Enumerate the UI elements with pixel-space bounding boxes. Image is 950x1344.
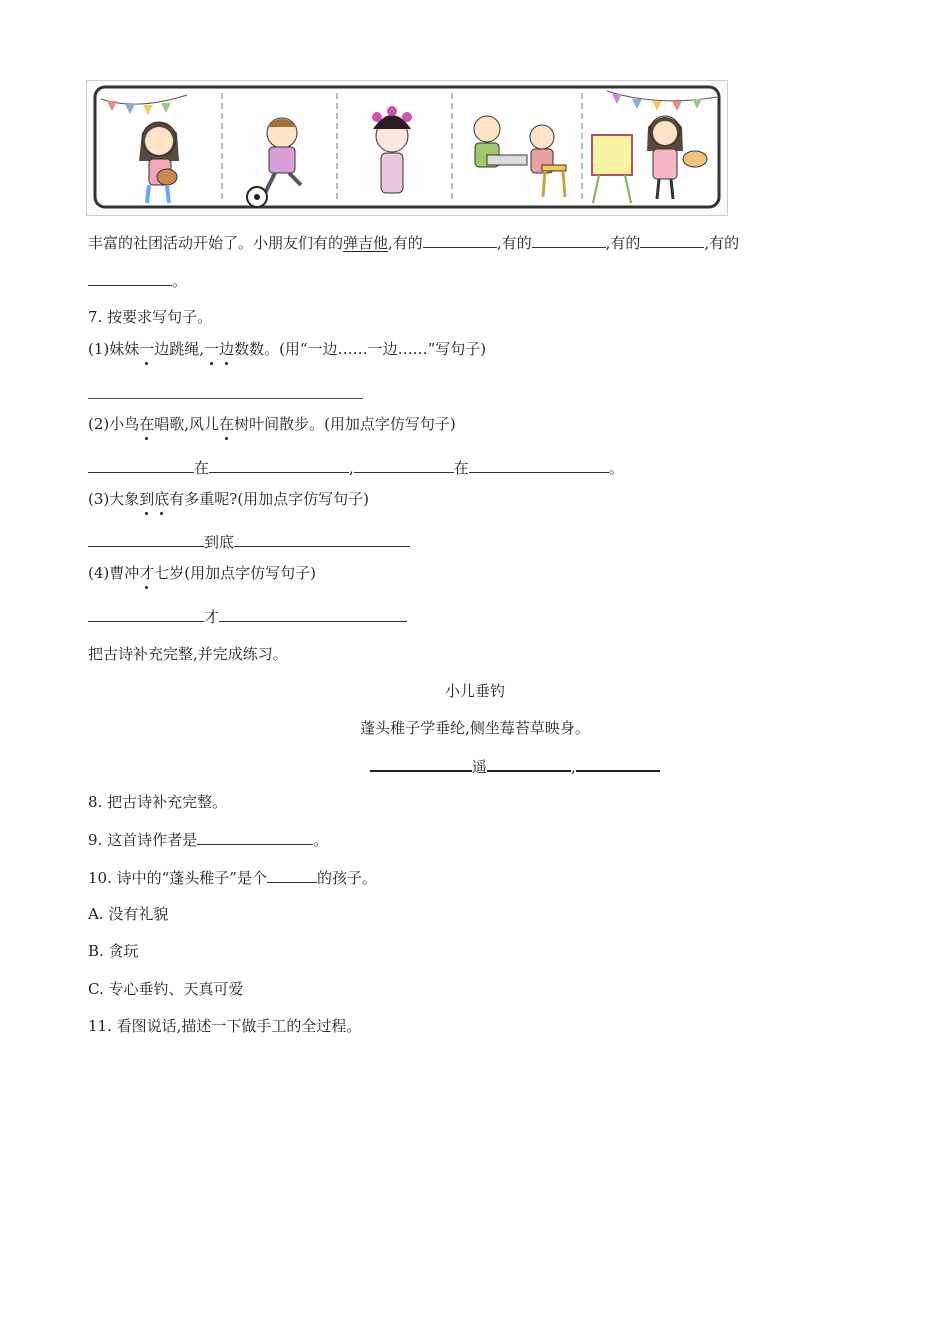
poem-blank[interactable] [370, 754, 472, 772]
option-c[interactable]: C. 专心垂钓、天真可爱 [88, 980, 244, 998]
option-a[interactable]: A. 没有礼貌 [88, 905, 169, 923]
question-9: 9. 这首诗作者是 。 [88, 828, 328, 850]
answer-blank[interactable] [469, 456, 609, 473]
q7-answer-line-1[interactable] [88, 398, 363, 399]
question-10: 10. 诗中的“蓬头稚子”是个 的孩子。 [88, 866, 377, 888]
poem-title: 小儿垂钓 [444, 682, 505, 700]
option-b[interactable]: B. 贪玩 [88, 942, 139, 960]
q7-fill-3: 到底 [88, 530, 410, 552]
poem-line-2: 遥 , [370, 754, 660, 777]
club-activities-illustration [86, 80, 728, 216]
q7-sentence-4: (4)曹冲才七岁(用加点字仿写句子) [88, 564, 316, 582]
club-activity-sentence: 丰富的社团活动开始了。小朋友们有的弹吉他,有的 ,有的 ,有的 ,有的 [88, 231, 739, 253]
question-7-title: 7. 按要求写句子。 [88, 308, 213, 326]
answer-blank[interactable] [234, 530, 410, 547]
answer-blank[interactable] [354, 456, 454, 473]
answer-blank[interactable] [209, 456, 349, 473]
answer-blank[interactable] [88, 456, 194, 473]
answer-blank[interactable] [88, 605, 204, 622]
poem-instructions: 把古诗补充完整,并完成练习。 [88, 645, 288, 663]
answer-blank[interactable] [88, 269, 172, 286]
illustration-svg [87, 81, 727, 215]
q7-sentence-2: (2)小鸟在唱歌,风儿在树叶间散步。(用加点字仿写句子) [88, 415, 456, 433]
question-8: 8. 把古诗补充完整。 [88, 793, 228, 811]
poem-line-1: 蓬头稚子学垂纶,侧坐莓苔草映身。 [360, 719, 590, 737]
answer-blank[interactable] [197, 828, 313, 845]
answer-blank[interactable] [267, 866, 317, 883]
underlined-phrase: 弹吉他 [343, 234, 389, 252]
poem-blank[interactable] [487, 754, 571, 772]
question-11: 11. 看图说话,描述一下做手工的全过程。 [88, 1017, 362, 1035]
answer-blank[interactable] [219, 605, 407, 622]
answer-blank[interactable] [640, 231, 704, 248]
answer-blank[interactable] [532, 231, 606, 248]
q7-fill-4: 才 [88, 605, 407, 627]
q7-sentence-3: (3)大象到底有多重呢?(用加点字仿写句子) [88, 490, 370, 508]
q7-fill-2: 在 , 在 。 [88, 456, 624, 478]
poem-blank[interactable] [576, 754, 660, 772]
answer-blank[interactable] [88, 530, 204, 547]
q7-sentence-1: (1)妹妹一边跳绳,一边数数。(用“一边……一边……”写句子) [88, 340, 487, 358]
club-activity-sentence-cont: 。 [88, 269, 187, 291]
answer-blank[interactable] [423, 231, 497, 248]
